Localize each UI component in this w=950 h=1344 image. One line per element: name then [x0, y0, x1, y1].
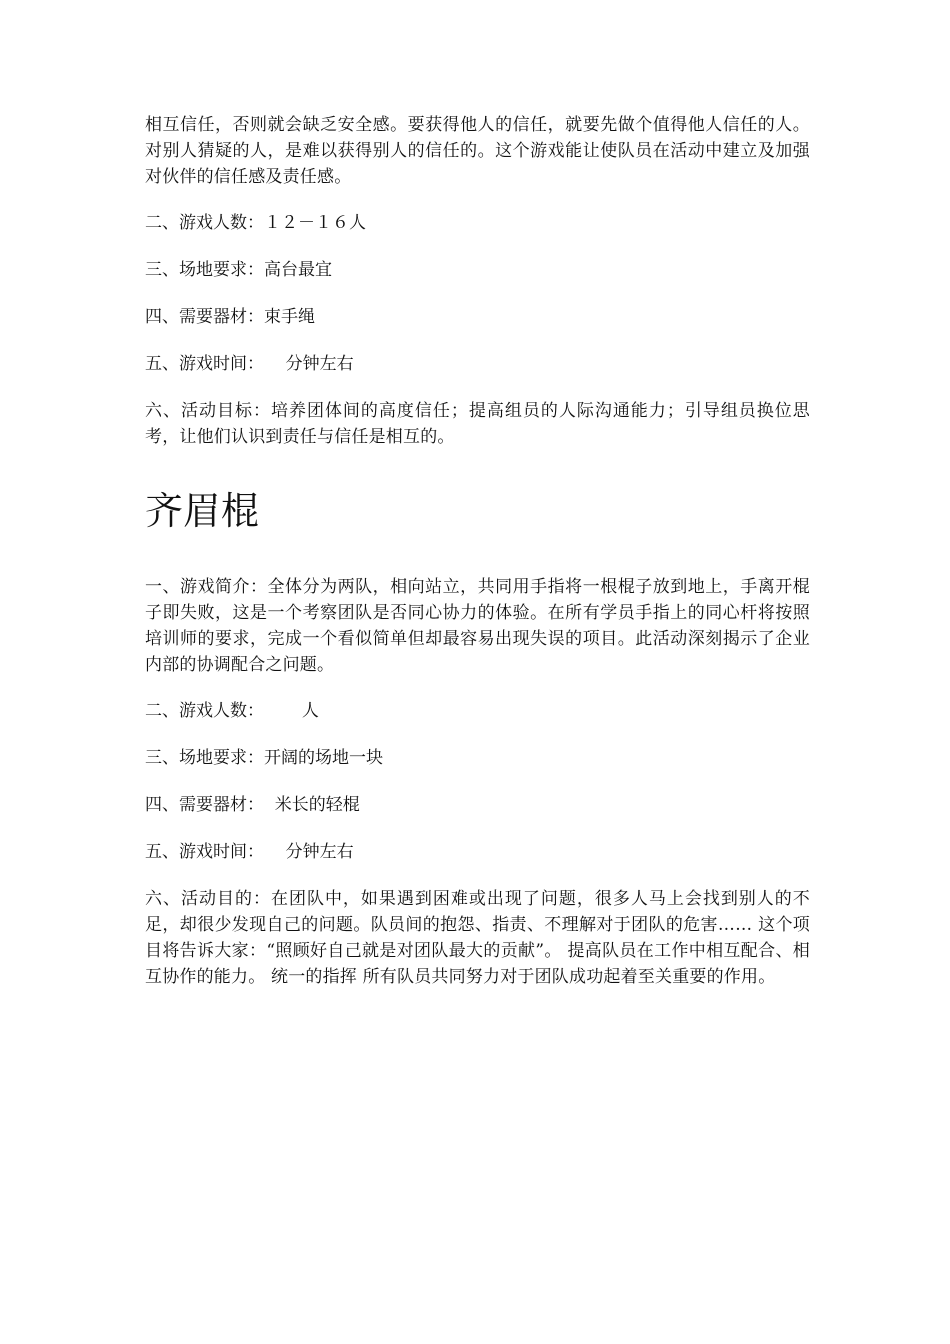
duration-line: 五、游戏时间： 分钟左右	[145, 354, 354, 374]
intro-paragraph: 相互信任，否则就会缺乏安全感。要获得他人的信任，就要先做个值得他人信任的人。对别人猜疑的人，是难以获得别人的信任的。这个游戏能让使队员在活动中建立及加强对伙伴的信任感及责任感。	[145, 115, 810, 187]
section-trust-game	[145, 112, 810, 450]
venue-line: 三、场地要求：开阔的场地一块	[145, 748, 383, 768]
intro-paragraph: 一、游戏简介：全体分为两队，相向站立，共同用手指将一根棍子放到地上，手离开棍子即失败，这是一个考察团队是否同心协力的体验。在所有学员手指上的同心杆将按照培训师的要求，完成一个看似简单但却最容易出现失误的项目。此活动深刻揭示了企业内部的协调配合之问题。	[145, 577, 810, 675]
goal-paragraph: 六、活动目标：培养团体间的高度信任；提高组员的人际沟通能力；引导组员换位思考，让他们认识到责任与信任是相互的。	[145, 401, 810, 447]
equipment-line: 四、需要器材： 米长的轻棍	[145, 795, 360, 815]
duration-line: 五、游戏时间： 分钟左右	[145, 842, 354, 862]
goal-paragraph: 六、活动目的：在团队中，如果遇到困难或出现了问题，很多人马上会找到别人的不足，却很少发现自己的问题。队员间的抱怨、指责、不理解对于团队的危害…… 这个项目将告诉大家：“照顾好自己就是对团队最大的贡献”。 提高队员在工作中相互配合、相互协作的能力。 统一的指挥 所有队员共同努力对于团队成功起着至关重要的作用。	[145, 889, 810, 987]
players-line: 二、游戏人数：１２－１６人	[145, 213, 366, 233]
section-title: 齐眉棍	[145, 489, 260, 533]
section-qimeigun	[145, 488, 810, 990]
document-page	[145, 112, 810, 1010]
venue-line: 三、场地要求：高台最宜	[145, 260, 332, 280]
players-line: 二、游戏人数： 人	[145, 701, 319, 721]
equipment-line: 四、需要器材：束手绳	[145, 307, 315, 327]
